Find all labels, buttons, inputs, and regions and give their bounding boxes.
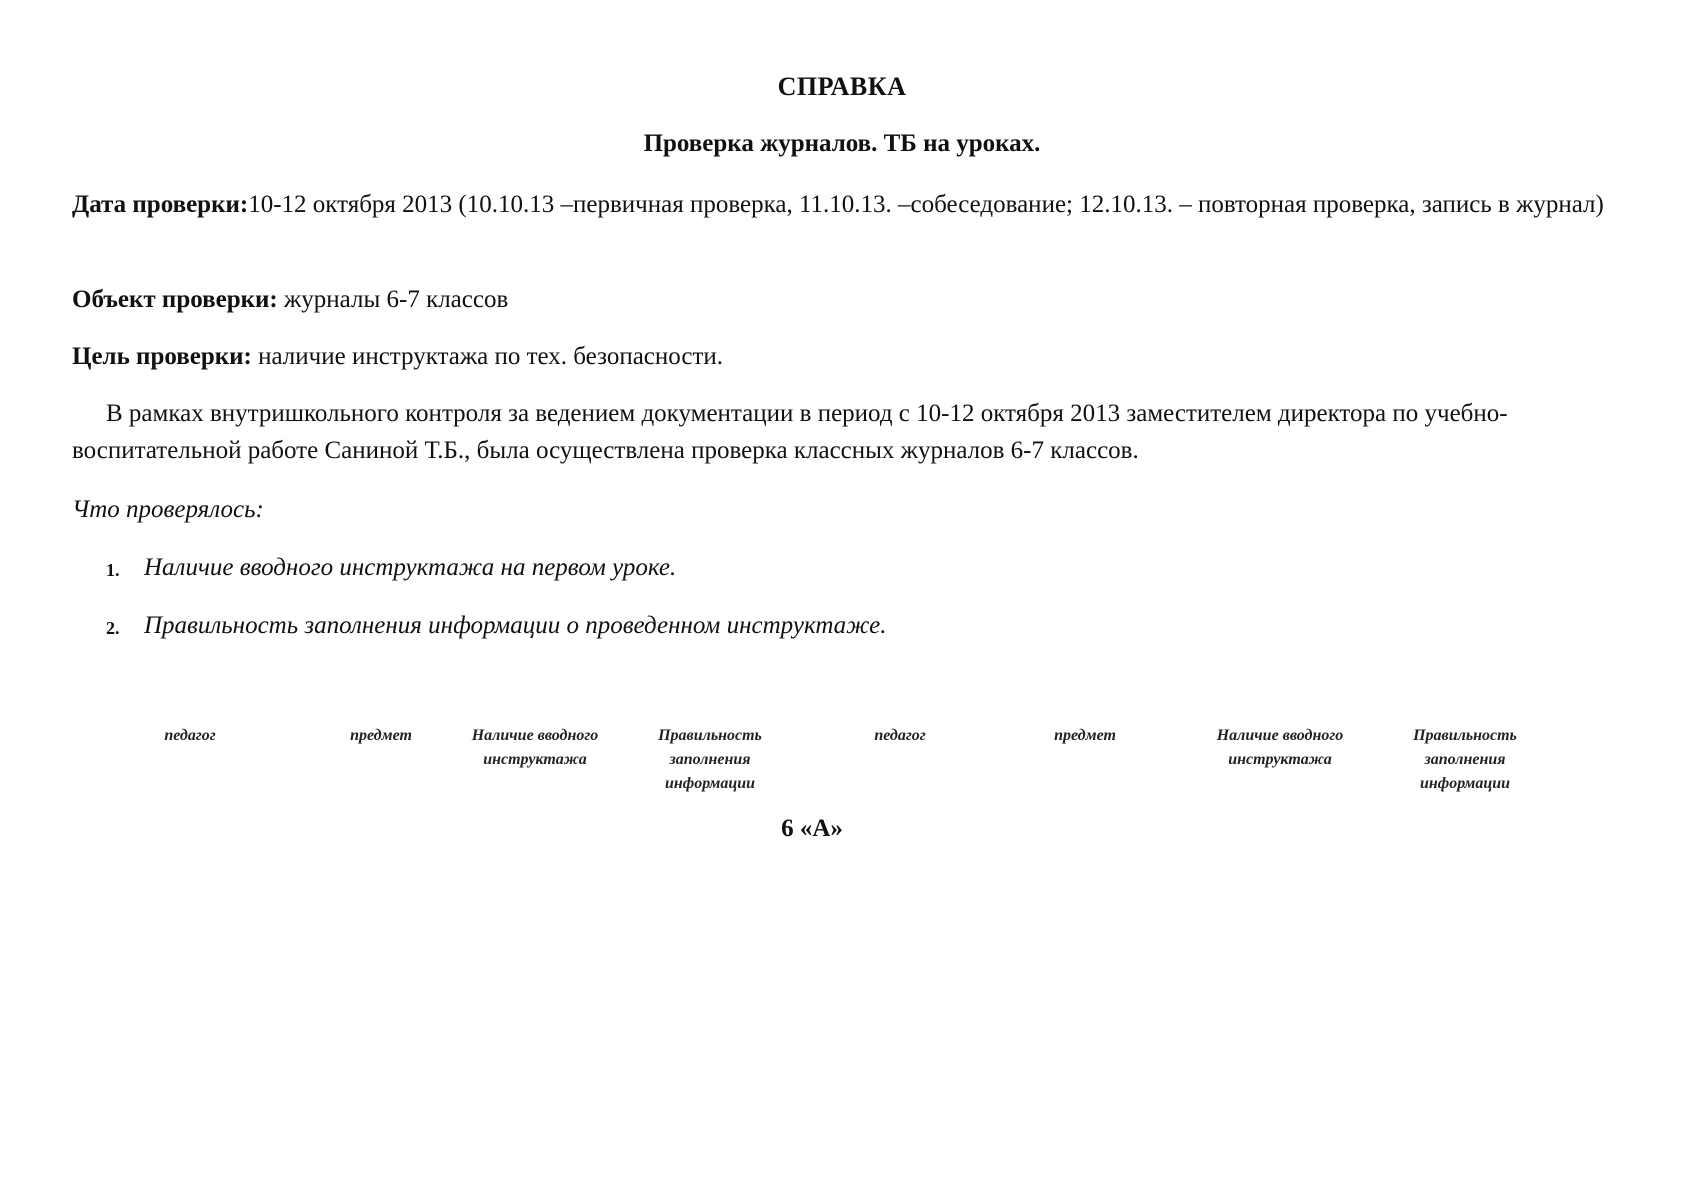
what-checked-heading: Что проверялось: xyxy=(72,496,264,523)
object-label: Объект проверки: xyxy=(72,286,278,313)
body-paragraph: В рамках внутришкольного контроля за ведением документации в период с 10-12 октября 2013 заместителем директора по учебно-воспитательной работе Саниной Т.Б., была осуществлена проверка классных журналов 6-7 классов. xyxy=(72,400,1508,464)
table-header-teacher: педагог xyxy=(164,727,216,744)
document-subtitle: Проверка журналов. ТБ на уроках. xyxy=(643,130,1041,157)
goal-label: Цель проверки: xyxy=(72,343,252,370)
date-label: Дата проверки: xyxy=(72,191,249,218)
document-title: СПРАВКА xyxy=(777,72,907,101)
table-header-subject-2: предмет xyxy=(1054,727,1116,744)
table-header-intro-briefing: Наличие вводного инструктажа xyxy=(471,727,599,768)
goal-paragraph xyxy=(72,338,1620,375)
table-header-intro-briefing-2: Наличие вводного инструктажа xyxy=(1216,727,1344,768)
table-header-subject: предмет xyxy=(350,727,412,744)
date-text: 10-12 октября 2013 (10.10.13 –первичная проверка, 11.10.13. –собеседование; 12.10.13. – повторная проверка, запись в журнал) xyxy=(248,191,1604,218)
table-header-teacher-2: педагог xyxy=(874,727,926,744)
date-paragraph xyxy=(72,186,1620,223)
class-label: 6 «А» xyxy=(781,815,843,842)
table-header-correctness: Правильность заполнения информации xyxy=(658,727,762,792)
list-item-text: Правильность заполнения информации о проведенном инструктаже. xyxy=(144,612,887,639)
list-item-number: 2. xyxy=(106,618,120,638)
table-header-correctness-2: Правильность заполнения информации xyxy=(1413,727,1517,792)
goal-text: наличие инструктажа по тех. безопасности. xyxy=(251,343,724,370)
table-header-row xyxy=(0,724,1684,804)
list-item-number: 1. xyxy=(106,560,120,580)
object-text: журналы 6-7 классов xyxy=(277,286,509,313)
object-paragraph xyxy=(72,281,1620,318)
list-item-text: Наличие вводного инструктажа на первом уроке. xyxy=(144,554,677,581)
